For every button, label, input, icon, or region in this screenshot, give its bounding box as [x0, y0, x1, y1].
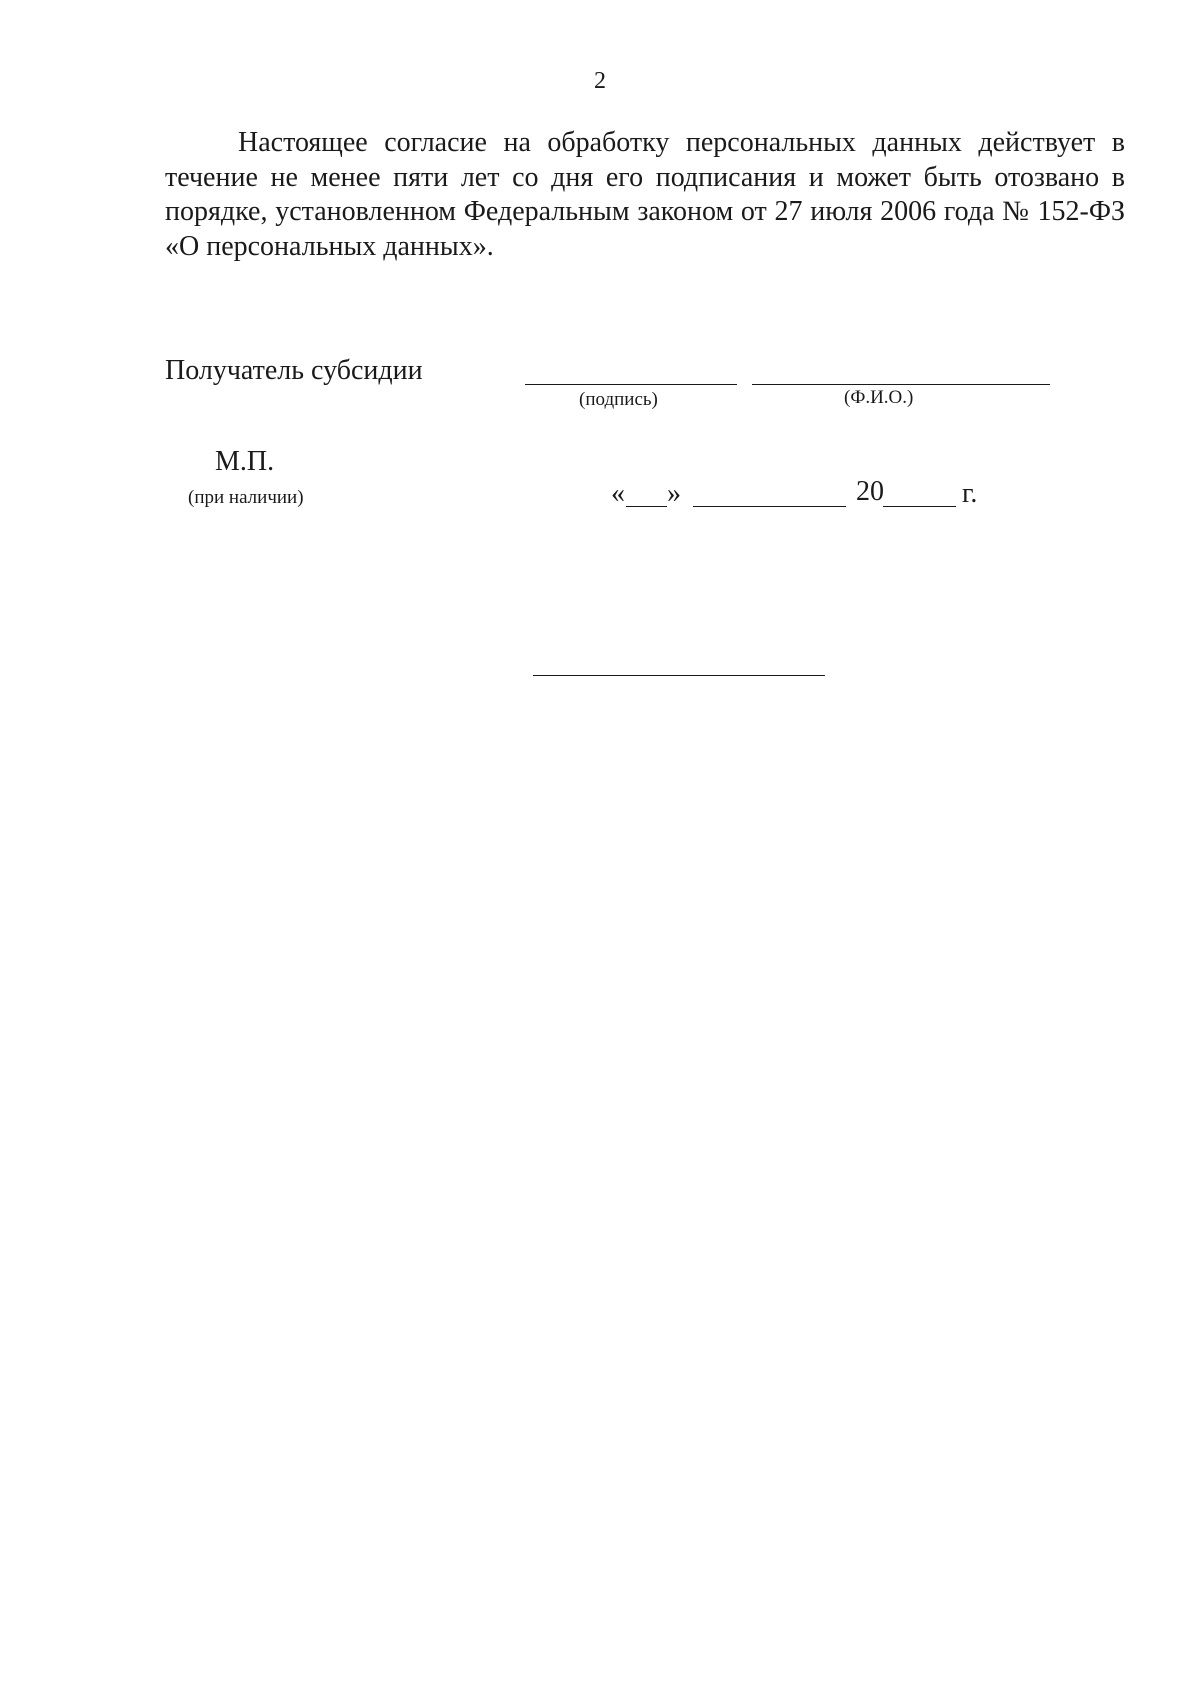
- date-year-suffix: г.: [962, 478, 978, 509]
- signature-line: [525, 384, 737, 385]
- day-line: [626, 506, 667, 507]
- seal-label: М.П.: [215, 446, 275, 477]
- year-line: [883, 506, 956, 507]
- name-line: [752, 384, 1050, 385]
- seal-caption: (при наличии): [188, 487, 304, 508]
- date-open-quote: «: [611, 478, 625, 509]
- consent-paragraph: Настоящее согласие на обработку персональных данных действует в течение не менее пяти лет со дня его подписания и может быть отозвано в порядке, установленном Федеральным законом от 27 июля 2006 года № 152-ФЗ «О персональных данных».: [165, 127, 1125, 262]
- month-line: [693, 506, 846, 507]
- date-close-quote: »: [667, 478, 681, 509]
- signature-caption: (подпись): [579, 389, 658, 410]
- name-caption: (Ф.И.О.): [844, 387, 914, 408]
- page-number: 2: [594, 68, 606, 94]
- recipient-label: Получатель субсидии: [165, 355, 423, 386]
- date-century: 20: [856, 476, 884, 507]
- end-of-document-line: [533, 675, 825, 676]
